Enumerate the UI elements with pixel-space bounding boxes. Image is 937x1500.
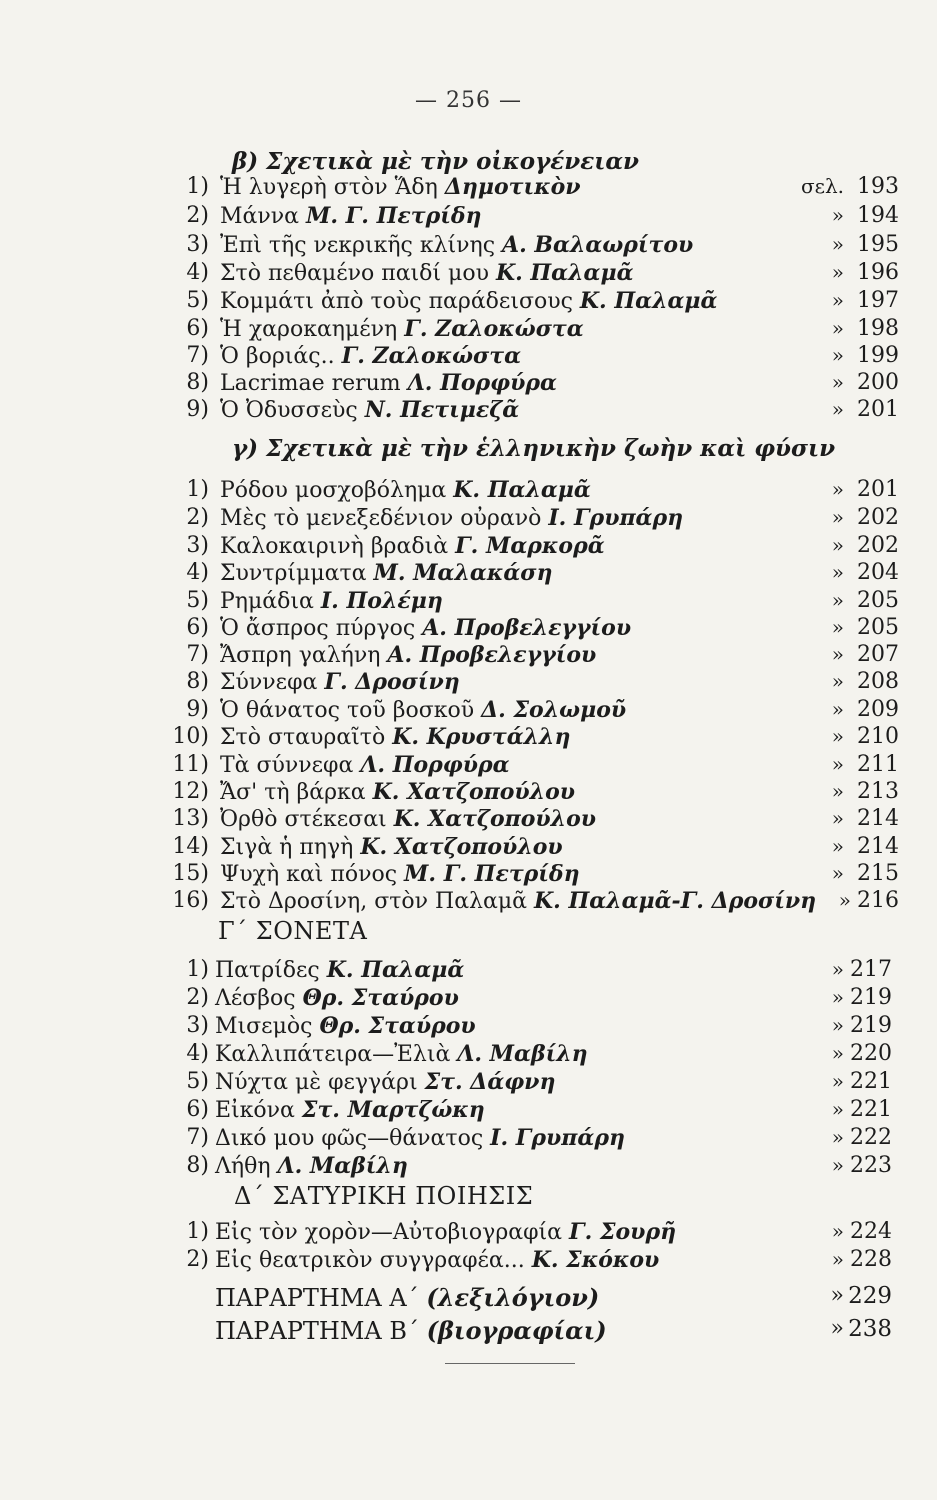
entry-author: Μ. Γ. Πετρίδη <box>404 861 580 887</box>
entry-title: Λήθη <box>215 1154 271 1179</box>
toc-entry <box>0 397 937 425</box>
toc-entry <box>0 370 937 398</box>
entry-page: 222 <box>850 1125 892 1150</box>
entry-marker: » <box>831 1041 844 1065</box>
toc-entry <box>0 724 937 752</box>
entry-number: 16) <box>172 888 209 913</box>
toc-entry <box>0 1247 937 1275</box>
entry-number: 11) <box>172 752 209 777</box>
toc-entry <box>0 1219 937 1247</box>
toc-entry <box>0 834 937 862</box>
entry-author: Λ. Μαβίλη <box>457 1041 588 1067</box>
entry-page: 200 <box>857 370 899 395</box>
entry-text <box>220 697 626 723</box>
entry-title: Lacrimae rerum <box>220 371 401 396</box>
toc-entry <box>0 806 937 834</box>
appendix-entry <box>0 1283 937 1315</box>
entry-page: 213 <box>857 779 899 804</box>
entry-page: 215 <box>857 861 899 886</box>
toc-entry <box>0 1041 937 1069</box>
entry-title: Καλοκαιρινὴ βραδιὰ <box>220 534 449 559</box>
entry-marker: » <box>831 397 844 421</box>
entry-marker: » <box>831 957 844 981</box>
entry-title: Μὲς τὸ μενεξεδένιον οὐρανὸ <box>220 506 542 531</box>
entry-author: Κ. Παλαμᾶ <box>579 288 718 314</box>
entry-number: 6) <box>186 316 209 341</box>
entry-text <box>215 1219 676 1245</box>
toc-entry <box>0 861 937 889</box>
entry-page: 217 <box>850 957 892 982</box>
entry-number: 9) <box>186 697 209 722</box>
section-title-family: β) Σχετικὰ μὲ τὴν οἰκογένειαν <box>232 148 640 175</box>
entry-page: 221 <box>850 1069 892 1094</box>
entry-title: Σιγὰ ἡ πηγὴ <box>220 835 354 860</box>
entry-number: 5) <box>186 288 209 313</box>
entry-title: Εἰκόνα <box>215 1098 295 1123</box>
entry-page: 224 <box>850 1219 892 1244</box>
entry-page: 199 <box>857 343 899 368</box>
entry-title: Ἄσπρη γαλήνη <box>220 643 381 668</box>
entry-text <box>220 669 460 695</box>
toc-entry <box>0 697 937 725</box>
appendix-title: ΠΑΡΑΡΤΗΜΑ Α΄ <box>215 1284 419 1312</box>
appendix-subtitle: (βιογραφίαι) <box>426 1316 607 1345</box>
entry-title: Μισεμὸς <box>215 1014 313 1039</box>
entry-number: 7) <box>186 642 209 667</box>
entry-page: 219 <box>850 1013 892 1038</box>
toc-entry <box>0 669 937 697</box>
entry-title: Ρόδου μοσχοβόλημα <box>220 478 447 503</box>
entry-page: 201 <box>857 477 899 502</box>
entry-text <box>215 1247 659 1273</box>
appendix-subtitle: (λεξιλόγιον) <box>426 1283 600 1312</box>
entry-text <box>220 203 482 229</box>
toc-entry <box>0 1153 937 1181</box>
entry-author: Α. Βαλαωρίτου <box>502 232 694 258</box>
entry-number: 8) <box>186 669 209 694</box>
entry-title: Συντρίμματα <box>220 561 367 586</box>
entry-title: Τὰ σύννεφα <box>220 753 354 778</box>
entry-text <box>220 533 605 559</box>
entry-page: 194 <box>857 203 899 228</box>
entry-number: 10) <box>172 724 209 749</box>
entry-page: 205 <box>857 615 899 640</box>
entry-page: 202 <box>857 533 899 558</box>
entry-number: 2) <box>186 505 209 530</box>
entry-number: 1) <box>186 477 209 502</box>
entry-title: Ὁ Ὀδυσσεὺς <box>220 398 358 423</box>
toc-entry <box>0 752 937 780</box>
entry-text <box>220 260 634 286</box>
entry-page: 193 <box>857 174 899 199</box>
entry-author: Κ. Παλαμᾶ <box>326 957 465 983</box>
closing-rule <box>445 1363 575 1364</box>
entry-author: Λ. Πορφύρα <box>407 370 557 396</box>
entry-author: Ι. Πολέμη <box>320 588 443 614</box>
entry-text <box>220 316 584 342</box>
entry-text <box>215 1153 408 1179</box>
toc-entry <box>0 1125 937 1153</box>
entry-author: Θρ. Σταύρου <box>302 985 459 1011</box>
entry-marker: » <box>831 1013 844 1037</box>
entry-page: 220 <box>850 1041 892 1066</box>
entry-number: 13) <box>172 806 209 831</box>
entry-number: 4) <box>186 560 209 585</box>
entry-title: Στὸ σταυραῖτὸ <box>220 725 386 750</box>
entry-title: Καλλιπάτειρα—Ἐλιὰ <box>215 1042 451 1067</box>
entry-number: 5) <box>186 1069 209 1094</box>
entry-number: 6) <box>186 1097 209 1122</box>
entry-text <box>220 560 552 586</box>
entry-number: 5) <box>186 588 209 613</box>
toc-entry <box>0 957 937 985</box>
entry-title: Κομμάτι ἀπὸ τοὺς παράδεισους <box>220 289 573 314</box>
entry-author: Κ. Χατζοπούλου <box>393 806 597 832</box>
entry-author: Γ. Μαρκορᾶ <box>455 533 605 559</box>
entry-author: Κ. Σκόκου <box>531 1247 660 1273</box>
entry-author: Κ. Παλαμᾶ <box>453 477 591 503</box>
entry-title: Ἡ χαροκαημένη <box>220 317 398 342</box>
entry-marker: » <box>831 1125 844 1149</box>
entry-marker: » <box>831 861 844 885</box>
entry-marker: » <box>831 1097 844 1121</box>
entry-text <box>220 888 816 914</box>
entry-text <box>220 724 570 750</box>
entry-marker: » <box>831 806 844 830</box>
entry-text <box>220 370 557 396</box>
entry-number: 3) <box>186 533 209 558</box>
entry-number: 4) <box>186 260 209 285</box>
entry-page: 207 <box>857 642 899 667</box>
entry-number: 14) <box>172 834 209 859</box>
toc-entry <box>0 1013 937 1041</box>
entry-number: 1) <box>186 1219 209 1244</box>
entry-page: 195 <box>857 232 899 257</box>
entry-number: 2) <box>186 203 209 228</box>
entry-page: 209 <box>857 697 899 722</box>
entry-text <box>215 1097 485 1123</box>
entry-text <box>215 985 459 1011</box>
entry-marker: » <box>831 533 844 557</box>
entry-author: Στ. Δάφνη <box>424 1069 556 1095</box>
entry-author: Δημοτικὸν <box>444 174 581 200</box>
entry-page: 216 <box>857 888 899 913</box>
entry-title: Ὁ θάνατος τοῦ βοσκοῦ <box>220 698 475 723</box>
entry-author: Α. Προβελεγγίου <box>387 642 597 668</box>
entry-number: 7) <box>186 343 209 368</box>
entry-author: Λ. Μαβίλη <box>277 1153 408 1179</box>
entry-marker: » <box>831 697 844 721</box>
entry-marker: » <box>831 1247 844 1271</box>
entry-author: Γ. Ζαλοκώστα <box>341 343 522 369</box>
entry-author: Στ. Μαρτζώκη <box>301 1097 485 1123</box>
section-title-satire: Δ΄ ΣΑΤΥΡΙΚΗ ΠΟΙΗΣΙΣ <box>234 1182 534 1210</box>
entry-author: Ι. Γρυπάρη <box>548 505 684 531</box>
toc-entry <box>0 588 937 616</box>
entry-number: 15) <box>172 861 209 886</box>
entry-text <box>220 505 683 531</box>
toc-entry <box>0 560 937 588</box>
entry-page: 211 <box>857 752 899 777</box>
entry-marker: » <box>831 752 844 776</box>
entry-title: Εἰς τὸν χορὸν—Αὐτοβιογραφία <box>215 1220 563 1245</box>
entry-marker: » <box>831 232 844 256</box>
entry-author: Θρ. Σταύρου <box>319 1013 476 1039</box>
entry-page: 196 <box>857 260 899 285</box>
entry-author: Κ. Παλαμᾶ-Γ. Δροσίνη <box>534 888 817 914</box>
entry-text <box>220 588 443 614</box>
entry-text <box>220 615 631 641</box>
entry-title: Ἐπὶ τῆς νεκρικῆς κλίνης <box>220 233 496 258</box>
entry-marker: » <box>831 477 844 501</box>
entry-title: Ὀρθὸ στέκεσαι <box>220 807 387 832</box>
entry-marker: » <box>831 203 844 227</box>
entry-author: Α. Προβελεγγίου <box>422 615 632 641</box>
toc-entry <box>0 260 937 288</box>
entry-number: 1) <box>186 957 209 982</box>
toc-entry <box>0 779 937 807</box>
entry-author: Κ. Κρυστάλλη <box>392 724 571 750</box>
entry-title: Ψυχὴ καὶ πόνος <box>220 862 398 887</box>
appendix-entry <box>0 1316 937 1348</box>
entry-author: Κ. Παλαμᾶ <box>495 260 634 286</box>
toc-entry <box>0 888 937 916</box>
entry-text <box>220 806 596 832</box>
entry-number: 2) <box>186 985 209 1010</box>
toc-entry <box>0 232 937 260</box>
entry-marker: » <box>831 343 844 367</box>
entry-marker: » <box>831 669 844 693</box>
entry-page: 228 <box>850 1247 892 1272</box>
section-title-sonnets: Γ΄ ΣΟΝΕΤΑ <box>218 917 368 945</box>
entry-number: 1) <box>186 174 209 199</box>
entry-marker: σελ. <box>800 174 844 198</box>
toc-entry <box>0 316 937 344</box>
entry-text <box>220 861 580 887</box>
entry-text <box>220 232 693 258</box>
entry-page: 221 <box>850 1097 892 1122</box>
entry-marker: » <box>831 642 844 666</box>
entry-title: Σύννεφα <box>220 670 318 695</box>
entry-text <box>220 642 596 668</box>
entry-number: 2) <box>186 1247 209 1272</box>
entry-text <box>220 834 563 860</box>
entry-marker: » <box>831 316 844 340</box>
entry-page: 197 <box>857 288 899 313</box>
entry-marker: » <box>831 560 844 584</box>
entry-text <box>220 779 575 805</box>
entry-marker: » <box>830 1316 844 1341</box>
entry-page: 210 <box>857 724 899 749</box>
entry-author: Κ. Χατζοπούλου <box>372 779 576 805</box>
entry-marker: » <box>831 505 844 529</box>
entry-author: Μ. Μαλακάση <box>373 560 553 586</box>
entry-text <box>215 1041 588 1067</box>
entry-marker: » <box>831 588 844 612</box>
entry-author: Δ. Σολωμοῦ <box>481 697 627 723</box>
toc-entry <box>0 985 937 1013</box>
entry-title: Πατρίδες <box>215 958 320 983</box>
entry-author: Λ. Πορφύρα <box>360 752 510 778</box>
entry-page: 223 <box>850 1153 892 1178</box>
entry-author: Γ. Δροσίνη <box>324 669 460 695</box>
toc-entry <box>0 477 937 505</box>
entry-marker: » <box>831 779 844 803</box>
entry-title: Μάννα <box>220 204 299 229</box>
entry-marker: » <box>838 888 851 912</box>
appendix-title: ΠΑΡΑΡΤΗΜΑ Β΄ <box>215 1317 419 1345</box>
entry-author: Ι. Γρυπάρη <box>490 1125 625 1151</box>
entry-title: Νύχτα μὲ φεγγάρι <box>215 1070 418 1095</box>
entry-text <box>215 1013 476 1039</box>
toc-entry <box>0 642 937 670</box>
entry-marker: » <box>831 985 844 1009</box>
entry-author: Κ. Χατζοπούλου <box>360 834 563 860</box>
entry-marker: » <box>831 260 844 284</box>
entry-text <box>220 477 591 503</box>
toc-entry <box>0 533 937 561</box>
entry-marker: » <box>831 1153 844 1177</box>
entry-page: 214 <box>857 834 899 859</box>
entry-text <box>215 1125 625 1151</box>
entry-marker: » <box>831 834 844 858</box>
entry-text <box>215 1069 555 1095</box>
entry-marker: » <box>831 1219 844 1243</box>
entry-number: 6) <box>186 615 209 640</box>
entry-marker: » <box>831 615 844 639</box>
entry-marker: » <box>831 288 844 312</box>
entry-marker: » <box>831 370 844 394</box>
toc-entry <box>0 343 937 371</box>
entry-title: Λέσβος <box>215 986 296 1011</box>
entry-page: 208 <box>857 669 899 694</box>
entry-number: 4) <box>186 1041 209 1066</box>
entry-title: Ὁ βοριάς.. <box>220 344 335 369</box>
entry-title: Ἄσ' τὴ βάρκα <box>220 780 366 805</box>
entry-number: 12) <box>172 779 209 804</box>
entry-text <box>220 174 581 200</box>
entry-page: 198 <box>857 316 899 341</box>
toc-entry <box>0 203 937 231</box>
entry-page: 204 <box>857 560 899 585</box>
toc-entry <box>0 1097 937 1125</box>
entry-title: Ρημάδια <box>220 589 314 614</box>
toc-entry <box>0 615 937 643</box>
entry-author: Γ. Σουρῆ <box>569 1219 677 1245</box>
entry-number: 8) <box>186 370 209 395</box>
entry-marker: » <box>830 1283 844 1308</box>
entry-title: Εἰς θεατρικὸν συγγραφέα... <box>215 1248 525 1273</box>
appendix-text <box>215 1283 599 1312</box>
entry-text <box>220 343 521 369</box>
entry-marker: » <box>831 724 844 748</box>
entry-page: 219 <box>850 985 892 1010</box>
entry-number: 9) <box>186 397 209 422</box>
toc-entry <box>0 1069 937 1097</box>
entry-number: 7) <box>186 1125 209 1150</box>
page-number: — 256 — <box>415 88 522 113</box>
entry-title: Δικό μου φῶς—θάνατος <box>215 1126 484 1151</box>
entry-marker: » <box>831 1069 844 1093</box>
entry-page: 205 <box>857 588 899 613</box>
entry-text <box>220 288 717 314</box>
entry-author: Ν. Πετιμεζᾶ <box>364 397 520 423</box>
entry-text <box>220 397 519 423</box>
appendix-text <box>215 1316 607 1345</box>
entry-title: Ὁ ἄσπρος πύργος <box>220 616 416 641</box>
entry-number: 3) <box>186 232 209 257</box>
entry-text <box>215 957 464 983</box>
entry-page: 229 <box>848 1283 892 1309</box>
entry-page: 202 <box>857 505 899 530</box>
entry-title: Στὸ πεθαμένο παιδί μου <box>220 261 489 286</box>
entry-title: Στὸ Δροσίνη, στὸν Παλαμᾶ <box>220 889 528 914</box>
entry-number: 3) <box>186 1013 209 1038</box>
entry-author: Γ. Ζαλοκώστα <box>404 316 584 342</box>
toc-entry <box>0 174 937 202</box>
entry-page: 214 <box>857 806 899 831</box>
entry-page: 238 <box>848 1316 892 1342</box>
toc-entry <box>0 288 937 316</box>
entry-title: Ἡ λυγερὴ στὸν Ἅδη <box>220 175 438 200</box>
entry-text <box>220 752 510 778</box>
entry-author: Μ. Γ. Πετρίδη <box>306 203 482 229</box>
entry-number: 8) <box>186 1153 209 1178</box>
section-title-greek-life: γ) Σχετικὰ μὲ τὴν ἑλληνικὴν ζωὴν καὶ φύσιν <box>232 435 836 462</box>
entry-page: 201 <box>857 397 899 422</box>
toc-entry <box>0 505 937 533</box>
